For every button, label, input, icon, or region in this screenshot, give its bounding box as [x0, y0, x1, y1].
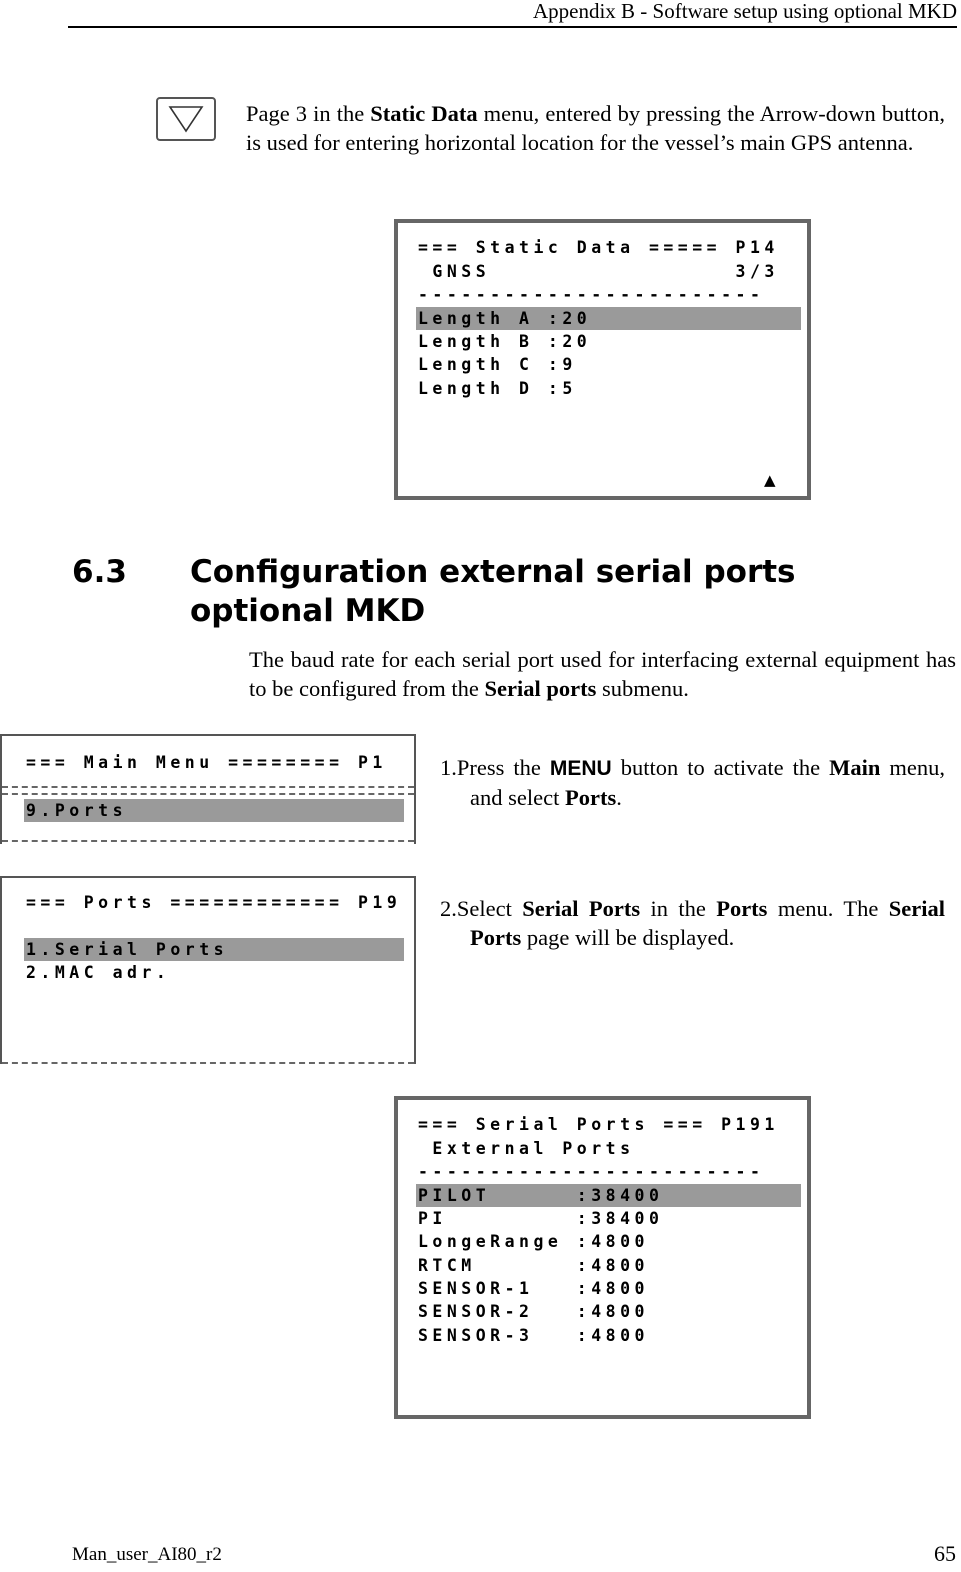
cut-line: [2, 793, 414, 795]
cut-line: [2, 1062, 414, 1064]
serial-ports-screen: [394, 1096, 811, 1419]
step-1: 1.Press the MENU button to activate the Main menu, and select Ports.: [440, 755, 945, 810]
selected-row: 1.Serial Ports: [24, 938, 404, 961]
header-title: Appendix B - Software setup using optional MKD: [532, 0, 957, 23]
footer-doc-id: Man_user_AI80_r2: [72, 1544, 222, 1565]
intro-paragraph: Page 3 in the Static Data menu, entered by pressing the Arrow-down button, is used for entering horizontal location for the vessel’s main GPS antenna.: [246, 101, 945, 155]
screen-line: GNSS 3/3: [418, 262, 779, 281]
selected-row: 9.Ports: [24, 799, 404, 822]
screen-line: 2.MAC adr.: [26, 963, 171, 982]
screen-line: === Serial Ports === P191: [418, 1115, 779, 1134]
screen-line: === Main Menu ======== P1: [26, 753, 387, 772]
screen-line: === Static Data ===== P14: [418, 238, 779, 257]
screen-line: Length D :5: [418, 379, 577, 398]
static-data-screen: [394, 219, 811, 500]
scroll-up-arrow-icon: ▲: [764, 471, 776, 489]
screen-line: PI :38400: [418, 1209, 664, 1228]
screen-line: === Ports ============ P19: [26, 893, 402, 912]
section-title-line1: Configuration external serial ports: [190, 554, 796, 590]
section-heading: [72, 553, 796, 631]
section-title-line2: optional MKD: [190, 593, 426, 629]
section-paragraph: The baud rate for each serial port used for interfacing external equipment has to be configured from the Serial ports submenu.: [249, 647, 956, 701]
screen-line: Length C :9: [418, 355, 577, 374]
screen-line: RTCM :4800: [418, 1256, 649, 1275]
screen-line: SENSOR-3 :4800: [418, 1326, 649, 1345]
screen-line: SENSOR-1 :4800: [418, 1279, 649, 1298]
selected-row: Length A :20: [416, 307, 801, 330]
screen-line: SENSOR-2 :4800: [418, 1302, 649, 1321]
cut-line: [2, 840, 414, 842]
screen-line: Length B :20: [418, 332, 592, 351]
screen-line: ------------------------: [418, 285, 765, 304]
arrow-down-key-icon: [156, 97, 216, 141]
step-2: 2.Select Serial Ports in the Ports menu. The Serial Ports page will be displayed.: [440, 896, 945, 950]
main-menu-screen: [0, 734, 416, 844]
page-number: 65: [934, 1541, 956, 1566]
section-number: 6.3: [72, 554, 127, 590]
page-header: [68, 0, 957, 28]
ports-screen: [0, 876, 416, 1064]
screen-line: External Ports: [418, 1139, 635, 1158]
cut-line: [2, 786, 414, 788]
screen-line: LongeRange :4800: [418, 1232, 649, 1251]
screen-line: ------------------------: [418, 1162, 765, 1181]
selected-row: PILOT :38400: [416, 1184, 801, 1207]
